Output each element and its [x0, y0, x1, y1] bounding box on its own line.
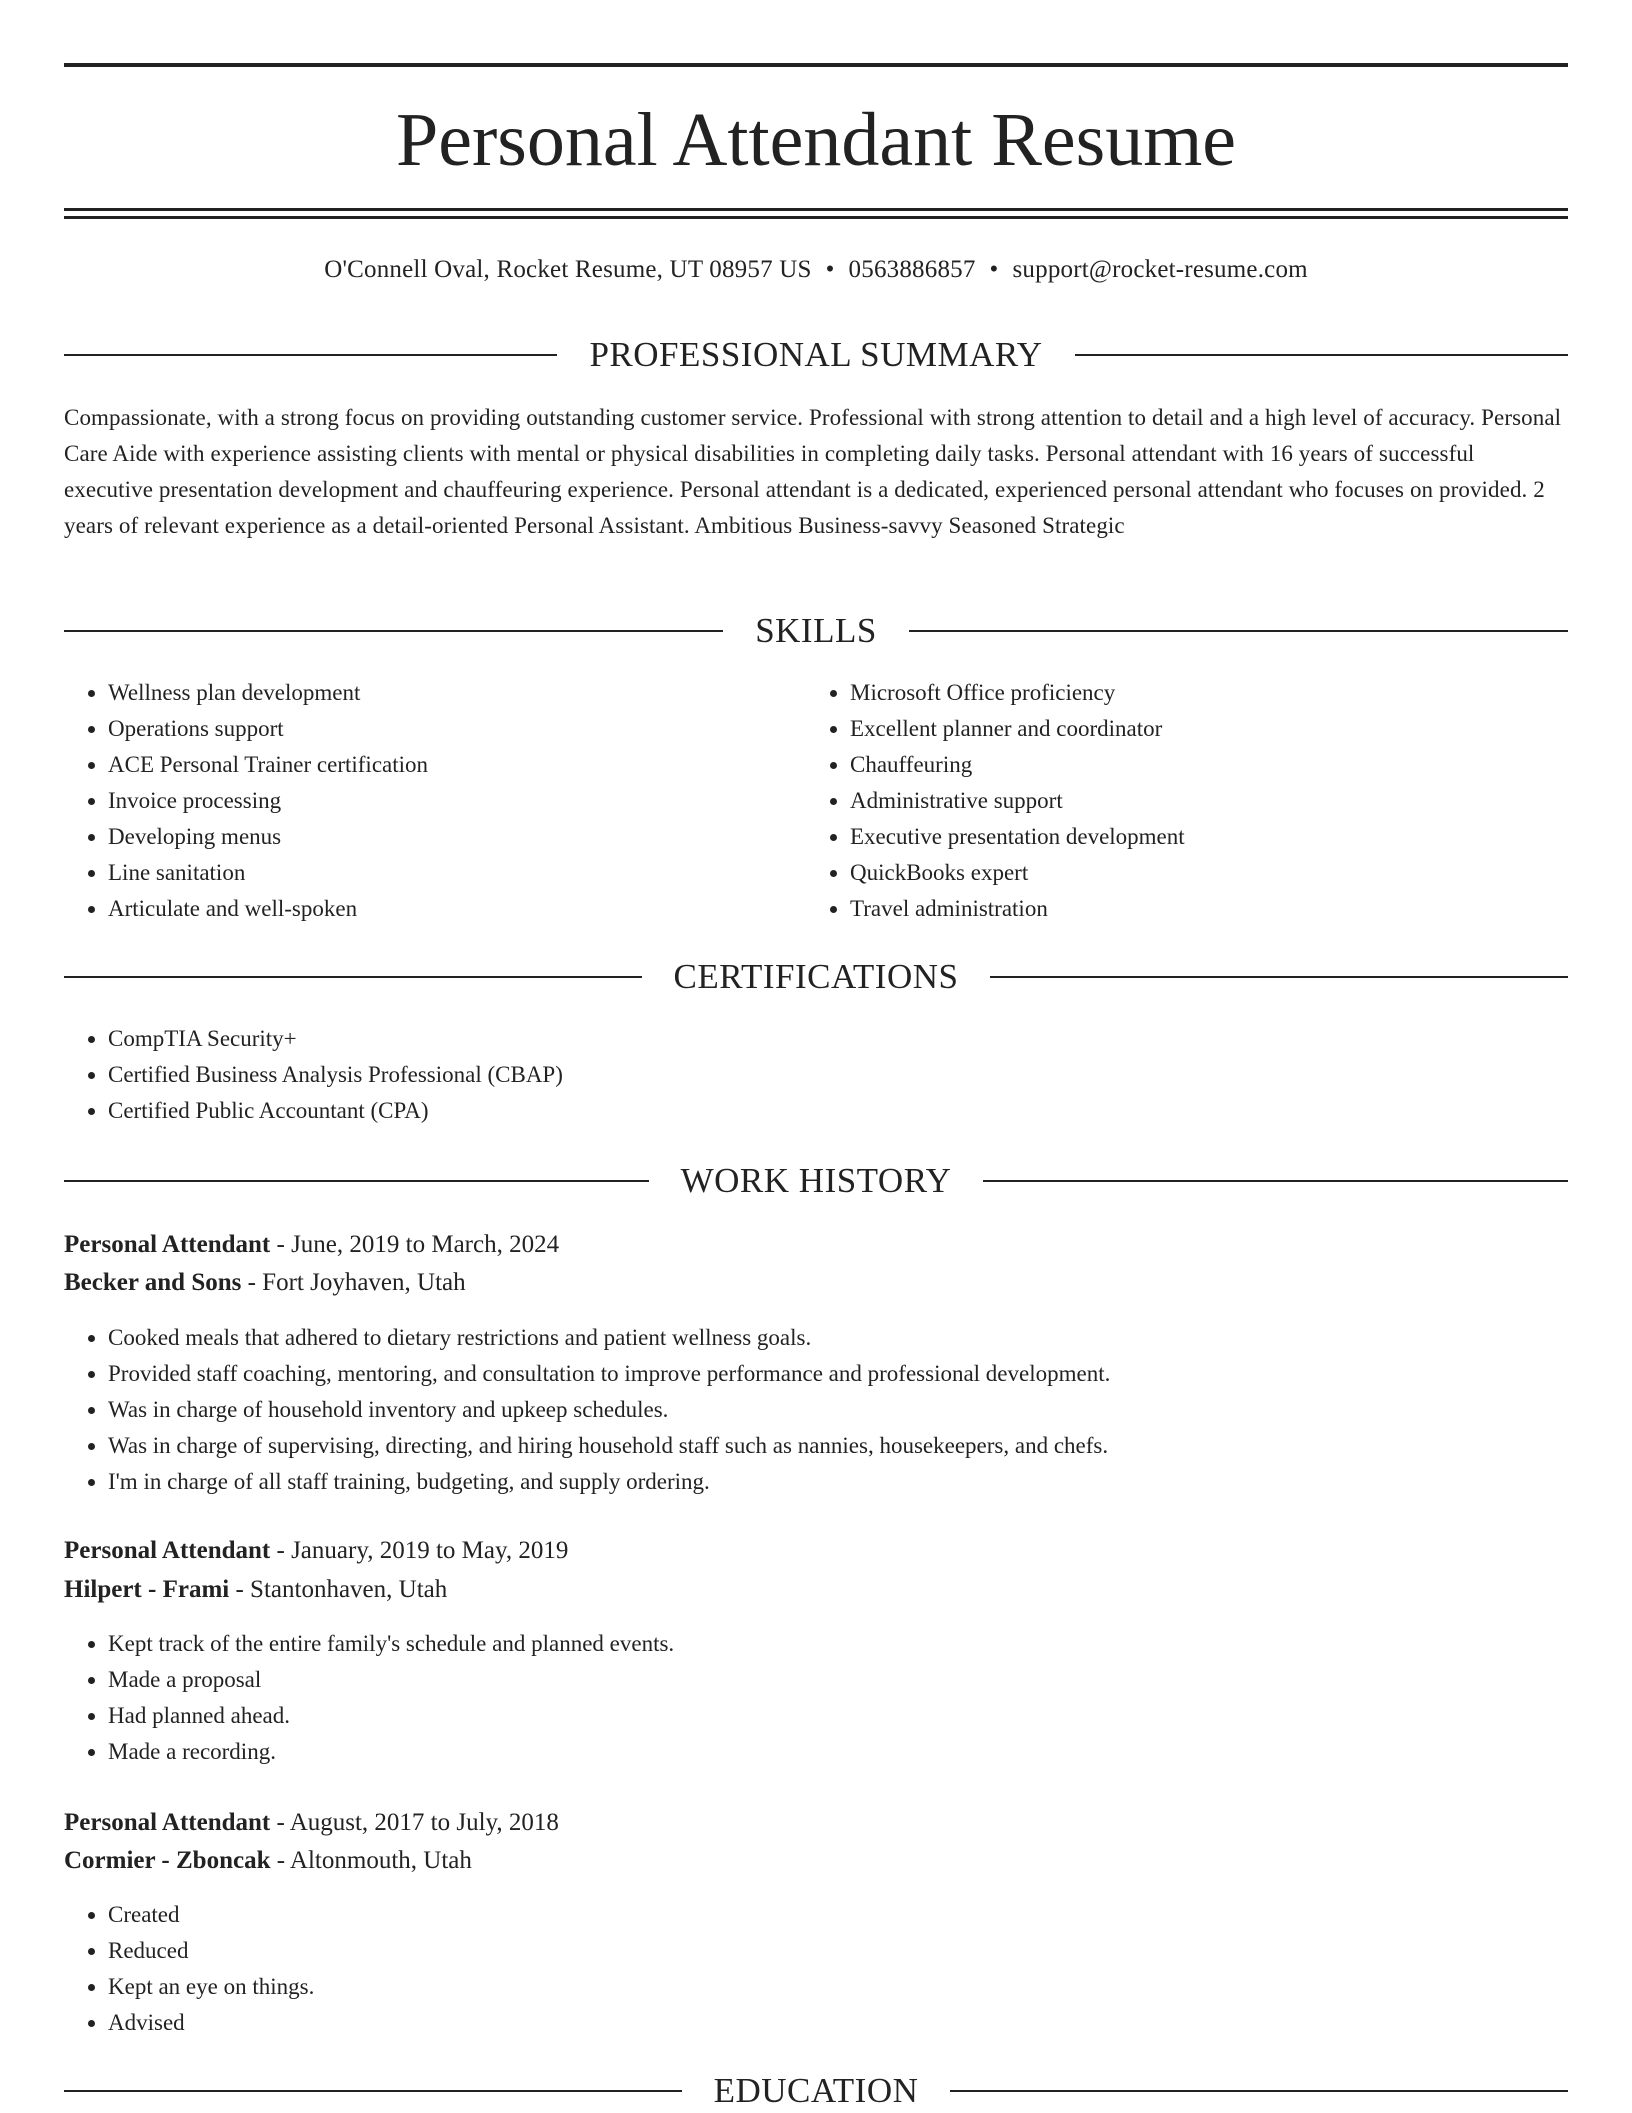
job-company: Becker and Sons: [64, 1269, 242, 1296]
contact-address: O'Connell Oval, Rocket Resume, UT 08957 US: [324, 256, 812, 283]
job-location: - Fort Joyhaven, Utah: [241, 1269, 466, 1296]
section-rule: [1075, 354, 1568, 356]
section-rule: [990, 976, 1568, 978]
title-rule-upper: [64, 208, 1568, 211]
section-header-certifications: [64, 955, 1568, 999]
section-header-skills: [64, 609, 1568, 653]
section-rule: [983, 1180, 1568, 1182]
skill-item: • ACE Personal Trainer certification: [108, 747, 788, 783]
job-duty-item: • Cooked meals that adhered to dietary restrictions and patient wellness goals.: [108, 1320, 1568, 1356]
section-rule: [64, 354, 557, 356]
contact-separator: •: [989, 256, 999, 283]
skill-item: • Line sanitation: [108, 855, 788, 891]
job-title-line: [64, 1804, 559, 1842]
job-company: Hilpert - Frami: [64, 1576, 230, 1603]
job-duty-item: • Advised: [108, 2005, 1568, 2041]
job-dates: - August, 2017 to July, 2018: [270, 1809, 559, 1836]
job-dates: - June, 2019 to March, 2024: [270, 1231, 560, 1258]
skill-item: • Excellent planner and coordinator: [850, 711, 1550, 747]
certifications-list: [64, 1021, 1508, 1129]
job-company-line: [64, 1264, 466, 1302]
job-duty-item: • Provided staff coaching, mentoring, and consultation to improve performance and professional development.: [108, 1356, 1568, 1392]
skills-list-left: [64, 675, 788, 927]
job-duty-item: • Had planned ahead.: [108, 1698, 1568, 1734]
job-duty-item: • Was in charge of household inventory and upkeep schedules.: [108, 1392, 1568, 1428]
section-rule: [64, 2090, 682, 2092]
section-rule: [64, 976, 642, 978]
section-rule: [64, 1180, 649, 1182]
job-duties-list: [64, 1320, 1568, 1500]
skill-item: • Developing menus: [108, 819, 788, 855]
section-rule: [64, 630, 723, 632]
job-duty-item: • Was in charge of supervising, directing, and hiring household staff such as nannies, housekeepers, and chefs.: [108, 1428, 1568, 1464]
job-dates: - January, 2019 to May, 2019: [270, 1537, 569, 1564]
skill-item: • Wellness plan development: [108, 675, 788, 711]
section-rule: [950, 2090, 1568, 2092]
skill-item: • Articulate and well-spoken: [108, 891, 788, 927]
job-title: Personal Attendant: [64, 1809, 271, 1836]
summary-text: Compassionate, with a strong focus on providing outstanding customer service. Professional with strong attention to detail and a high level of accuracy. Personal Care Aide with experience assisting clients with mental or physical disabilities in completing daily tasks. Personal attendant with 16 years of successful executive presentation development and chauffeuring experience. Personal attendant is a dedicated, experienced personal attendant who focuses on provided. 2 years of relevant experience as a detail-oriented Personal Assistant. Ambitious Business-savvy Seasoned Strategic: [64, 405, 1562, 538]
job-location: - Altonmouth, Utah: [270, 1847, 472, 1874]
job-title: Personal Attendant: [64, 1537, 271, 1564]
job-duty-item: • I'm in charge of all staff training, budgeting, and supply ordering.: [108, 1464, 1568, 1500]
skills-list-right: [806, 675, 1550, 927]
section-header-work-history: [64, 1159, 1568, 1203]
skill-item: • Travel administration: [850, 891, 1550, 927]
title-rule-lower: [64, 216, 1568, 219]
skill-item: • Operations support: [108, 711, 788, 747]
section-header-education: [64, 2069, 1568, 2113]
job-duties-list: [64, 1626, 1568, 1770]
job-company: Cormier - Zboncak: [64, 1847, 271, 1874]
job-duty-item: • Created: [108, 1897, 1568, 1933]
job-duty-item: • Kept an eye on things.: [108, 1969, 1568, 2005]
resume-title: Personal Attendant Resume: [395, 98, 1237, 182]
job-company-line: [64, 1571, 447, 1609]
skill-item: • QuickBooks expert: [850, 855, 1550, 891]
job-location: - Stantonhaven, Utah: [229, 1576, 448, 1603]
section-title-work-history: WORK HISTORY: [680, 1161, 952, 1200]
skill-item: • Microsoft Office proficiency: [850, 675, 1550, 711]
job-title: Personal Attendant: [64, 1231, 271, 1258]
job-duty-item: • Reduced: [108, 1933, 1568, 1969]
skill-item: • Executive presentation development: [850, 819, 1550, 855]
section-title-education: EDUCATION: [713, 2071, 919, 2110]
section-title-skills: SKILLS: [755, 611, 877, 650]
skill-item: • Invoice processing: [108, 783, 788, 819]
top-rule: [64, 63, 1568, 67]
section-title-summary: PROFESSIONAL SUMMARY: [589, 335, 1043, 374]
skill-item: • Chauffeuring: [850, 747, 1550, 783]
contact-phone: 0563886857: [848, 256, 976, 283]
job-title-line: [64, 1226, 559, 1264]
section-title-certifications: CERTIFICATIONS: [673, 957, 959, 996]
job-duty-item: • Made a recording.: [108, 1734, 1568, 1770]
job-company-line: [64, 1842, 472, 1880]
skill-item: • Administrative support: [850, 783, 1550, 819]
contact-email[interactable]: support@rocket-resume.com: [1012, 256, 1308, 283]
contact-line: [64, 252, 1568, 288]
job-duty-item: • Made a proposal: [108, 1662, 1568, 1698]
certification-item: • CompTIA Security+: [108, 1021, 1508, 1057]
job-duty-item: • Kept track of the entire family's schedule and planned events.: [108, 1626, 1568, 1662]
job-title-line: [64, 1532, 568, 1570]
section-header-summary: [64, 333, 1568, 377]
certification-item: • Certified Business Analysis Professional (CBAP): [108, 1057, 1508, 1093]
section-rule: [909, 630, 1568, 632]
certification-item: • Certified Public Accountant (CPA): [108, 1093, 1508, 1129]
job-duties-list: [64, 1897, 1568, 2041]
contact-separator: •: [825, 256, 835, 283]
